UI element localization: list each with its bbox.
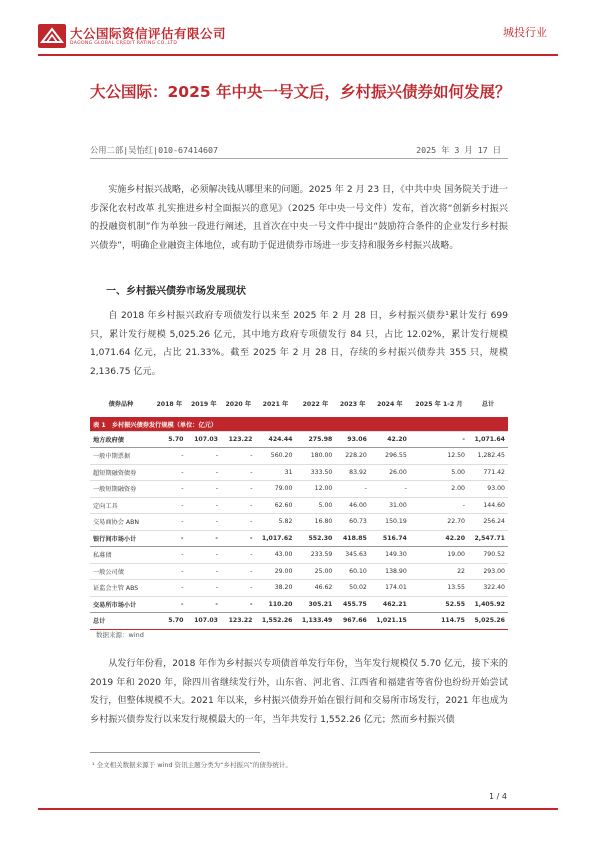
table-cell: 1,021.15 <box>370 613 410 630</box>
column-header: 2020 年 <box>221 390 256 417</box>
row-label: 交易商协会 ABN <box>90 514 152 531</box>
table-cell: - <box>370 481 410 498</box>
table-cell: 29.00 <box>256 563 296 580</box>
table-row <box>90 613 508 630</box>
footer-divider <box>38 808 558 810</box>
table-cell: 296.55 <box>370 448 410 465</box>
company-logo <box>38 22 238 54</box>
table-cell: 50.02 <box>335 580 370 597</box>
table-row <box>90 514 508 531</box>
column-header: 2019 年 <box>187 390 222 417</box>
table-cell: 114.75 <box>410 613 468 630</box>
table-cell: 256.24 <box>468 514 508 531</box>
table-cell: 1,282.45 <box>468 448 508 465</box>
column-header: 债券品种 <box>90 390 152 417</box>
row-label: 私募债 <box>90 547 152 564</box>
table-cell: 293.00 <box>468 563 508 580</box>
publish-date: 2025 年 3 月 17 日 <box>416 145 501 155</box>
author-line: 公用二部|吴怡红|010-67414607 <box>90 145 219 155</box>
table-row <box>90 464 508 481</box>
table-cell: - <box>221 547 256 564</box>
table-cell: 46.62 <box>295 580 335 597</box>
page-number: 1 / 4 <box>489 792 507 801</box>
header-divider <box>38 54 558 56</box>
table-cell: - <box>187 481 222 498</box>
row-label: 银行间市场小计 <box>90 530 152 547</box>
table-row <box>90 431 508 448</box>
table-cell: 150.19 <box>370 514 410 531</box>
table-source: 数据来源：wind <box>96 631 144 639</box>
table-cell: - <box>221 530 256 547</box>
table-row <box>90 596 508 613</box>
table-row <box>90 481 508 498</box>
table-cell: - <box>221 514 256 531</box>
footnote-divider <box>90 752 260 753</box>
table-cell: 418.85 <box>335 530 370 547</box>
table-row <box>90 580 508 597</box>
table-cell: 12.00 <box>295 481 335 498</box>
column-header: 2024 年 <box>370 390 410 417</box>
row-label: 证监会主管 ABS <box>90 580 152 597</box>
table-cell: - <box>187 530 222 547</box>
column-header: 2021 年 <box>256 390 296 417</box>
table-cell: 771.42 <box>468 464 508 481</box>
table-cell: 1,552.26 <box>256 613 296 630</box>
table-cell: 455.75 <box>335 596 370 613</box>
issuance-year-paragraph: 从发行年份看，2018 年作为乡村振兴专项债首单发行年份，当年发行规模仅 5.70 亿元，接下来的 2019 年和 2020 年，除四川省继续发行外，山东省、河北省、江西省和福建省等省份也纷纷开始尝试发行，但整体规模不大。2021 年以来，乡村振兴债券开始在银行间和交易所市场发行，2021 年也成为乡村振兴债券发行以来发行规模最大的一年，当年共发行 1,552.26 亿元；然而乡村振兴债 <box>90 659 508 725</box>
table-cell: - <box>335 481 370 498</box>
table-cell: 93.00 <box>468 481 508 498</box>
table-cell: - <box>152 497 187 514</box>
table-cell: 123.22 <box>221 431 256 448</box>
table-cell: 552.30 <box>295 530 335 547</box>
table-cell: 16.80 <box>295 514 335 531</box>
table-cell: - <box>187 448 222 465</box>
table-cell: - <box>221 481 256 498</box>
logo-mark-icon <box>38 24 66 48</box>
table-cell: - <box>221 448 256 465</box>
table-header-row <box>90 390 508 417</box>
table-cell: 790.52 <box>468 547 508 564</box>
table-cell: 275.98 <box>295 431 335 448</box>
table-cell: - <box>410 431 468 448</box>
table-cell: 42.20 <box>370 431 410 448</box>
table-cell: 19.00 <box>410 547 468 564</box>
table-cell: 1,405.92 <box>468 596 508 613</box>
table-cell: 424.44 <box>256 431 296 448</box>
table-cell: - <box>221 464 256 481</box>
footnote: ¹ 全文相关数据来源于 wind 资讯主题分类为“乡村振兴”的债券统计。 <box>92 761 292 769</box>
table-cell: 22 <box>410 563 468 580</box>
table-cell: 180.00 <box>295 448 335 465</box>
table-cell: 1,017.62 <box>256 530 296 547</box>
table-cell: 228.20 <box>335 448 370 465</box>
table-cell: 110.20 <box>256 596 296 613</box>
intro-paragraph: 实施乡村振兴战略，必须解决钱从哪里来的问题。2025 年 2 月 23 日，《中共中央 国务院关于进一步深化农村改革 扎实推进乡村全面振兴的意见》（2025 年中央一号文件）发布，首次将“创新乡村振兴的投融资机制”作为单独一段进行阐述，且首次在中央一号文件中提出“鼓励符合条件的企业发行乡村振兴债券”，明确企业融资主体地位，或有助于促进债券市场进一步支持和服务乡村振兴战略。 <box>90 185 508 251</box>
table-cell: - <box>187 464 222 481</box>
table-cell: - <box>221 563 256 580</box>
table-cell: 2,547.71 <box>468 530 508 547</box>
table-cell: 5.70 <box>152 613 187 630</box>
table-cell: - <box>152 530 187 547</box>
column-header: 2022 年 <box>295 390 335 417</box>
table-cell: - <box>221 580 256 597</box>
column-header: 2018 年 <box>152 390 187 417</box>
table-cell: - <box>187 497 222 514</box>
sector-label: 城投行业 <box>503 26 547 39</box>
table-cell: 93.06 <box>335 431 370 448</box>
column-header: 2025 年 1-2 月 <box>410 390 468 417</box>
row-label: 总计 <box>90 613 152 630</box>
table-cell: - <box>187 563 222 580</box>
table-row <box>90 530 508 547</box>
table-cell: 31.00 <box>370 497 410 514</box>
table-cell: 345.63 <box>335 547 370 564</box>
table-cell: 26.00 <box>370 464 410 481</box>
table-cell: 43.00 <box>256 547 296 564</box>
table-cell: - <box>187 514 222 531</box>
table-cell: - <box>152 448 187 465</box>
table-cell: 560.20 <box>256 448 296 465</box>
subtitle-divider <box>90 158 508 159</box>
section-heading: 一、乡村振兴债券市场发展现状 <box>106 286 246 297</box>
table-cell: 322.40 <box>468 580 508 597</box>
table-cell: - <box>152 481 187 498</box>
table-cell: - <box>221 497 256 514</box>
table-cell: 5.70 <box>152 431 187 448</box>
table-cell: 305.21 <box>295 596 335 613</box>
table-cell: - <box>187 580 222 597</box>
table-cell: 46.00 <box>335 497 370 514</box>
row-label: 地方政府债 <box>90 431 152 448</box>
table-cell: 967.66 <box>335 613 370 630</box>
table-cell: - <box>152 596 187 613</box>
table-row <box>90 497 508 514</box>
table-row <box>90 563 508 580</box>
row-label: 一般短期融资券 <box>90 481 152 498</box>
table-cell: - <box>187 596 222 613</box>
table-cell: 123.22 <box>221 613 256 630</box>
table-cell: 25.00 <box>295 563 335 580</box>
table-cell: 107.03 <box>187 613 222 630</box>
table-cell: - <box>152 580 187 597</box>
table-cell: 31 <box>256 464 296 481</box>
table-cell: 52.55 <box>410 596 468 613</box>
table-cell: 462.21 <box>370 596 410 613</box>
row-label: 一般公司债 <box>90 563 152 580</box>
table-cell: 22.70 <box>410 514 468 531</box>
table-caption: 表 1 乡村振兴债券发行规模（单位：亿元） <box>90 417 508 431</box>
table-row <box>90 547 508 564</box>
row-label: 一般中期票据 <box>90 448 152 465</box>
row-label: 定向工具 <box>90 497 152 514</box>
table-cell: 138.90 <box>370 563 410 580</box>
table-row <box>90 448 508 465</box>
table-cell: 5.82 <box>256 514 296 531</box>
table-cell: - <box>187 547 222 564</box>
table-cell: - <box>152 464 187 481</box>
table-cell: 5,025.26 <box>468 613 508 630</box>
market-overview-paragraph: 自 2018 年乡村振兴政府专项债发行以来至 2025 年 2 月 28 日，乡村振兴债券¹累计发行 699 只，累计发行规模 5,025.26 亿元，其中地方政府专项债发行 84 只，占比 12.02%，累计发行规模 1,071.64 亿元，占比 21.33%。截至 2025 年 2 月 28 日，存续的乡村振兴债券共 355 只，规模 2,136.75 亿元。 <box>90 311 508 377</box>
table-cell: - <box>152 514 187 531</box>
table-cell: 333.50 <box>295 464 335 481</box>
row-label: 交易所市场小计 <box>90 596 152 613</box>
table-cell: 174.01 <box>370 580 410 597</box>
logo-name-cn: 大公国际资信评估有限公司 <box>70 26 227 41</box>
column-header: 2023 年 <box>335 390 370 417</box>
table-cell: 38.20 <box>256 580 296 597</box>
table-cell: 13.55 <box>410 580 468 597</box>
table-cell: - <box>152 547 187 564</box>
table-cell: 60.10 <box>335 563 370 580</box>
table-cell: - <box>152 563 187 580</box>
column-header: 总计 <box>468 390 508 417</box>
table-cell: 1,133.49 <box>295 613 335 630</box>
table-cell: 60.73 <box>335 514 370 531</box>
table-cell: 516.74 <box>370 530 410 547</box>
table-cell: 62.60 <box>256 497 296 514</box>
logo-name-en: DAGONG GLOBAL CREDIT RATING CO.,LTD <box>70 41 178 46</box>
table-cell: 2.00 <box>410 481 468 498</box>
table-cell: 42.20 <box>410 530 468 547</box>
table-cell: - <box>221 596 256 613</box>
table-cell: 149.30 <box>370 547 410 564</box>
table-cell: 1,071.64 <box>468 431 508 448</box>
table-cell: - <box>410 497 468 514</box>
table-cell: 83.92 <box>335 464 370 481</box>
table-cell: 79.00 <box>256 481 296 498</box>
table-cell: 107.03 <box>187 431 222 448</box>
document-title: 大公国际：2025 年中央一号文后，乡村振兴债券如何发展？ <box>90 83 511 101</box>
row-label: 超短期融资债券 <box>90 464 152 481</box>
table-cell: 5.00 <box>410 464 468 481</box>
table-cell: 12.50 <box>410 448 468 465</box>
table-cell: 5.00 <box>295 497 335 514</box>
issuance-table <box>90 390 508 630</box>
table-cell: 144.60 <box>468 497 508 514</box>
table-cell: 233.59 <box>295 547 335 564</box>
